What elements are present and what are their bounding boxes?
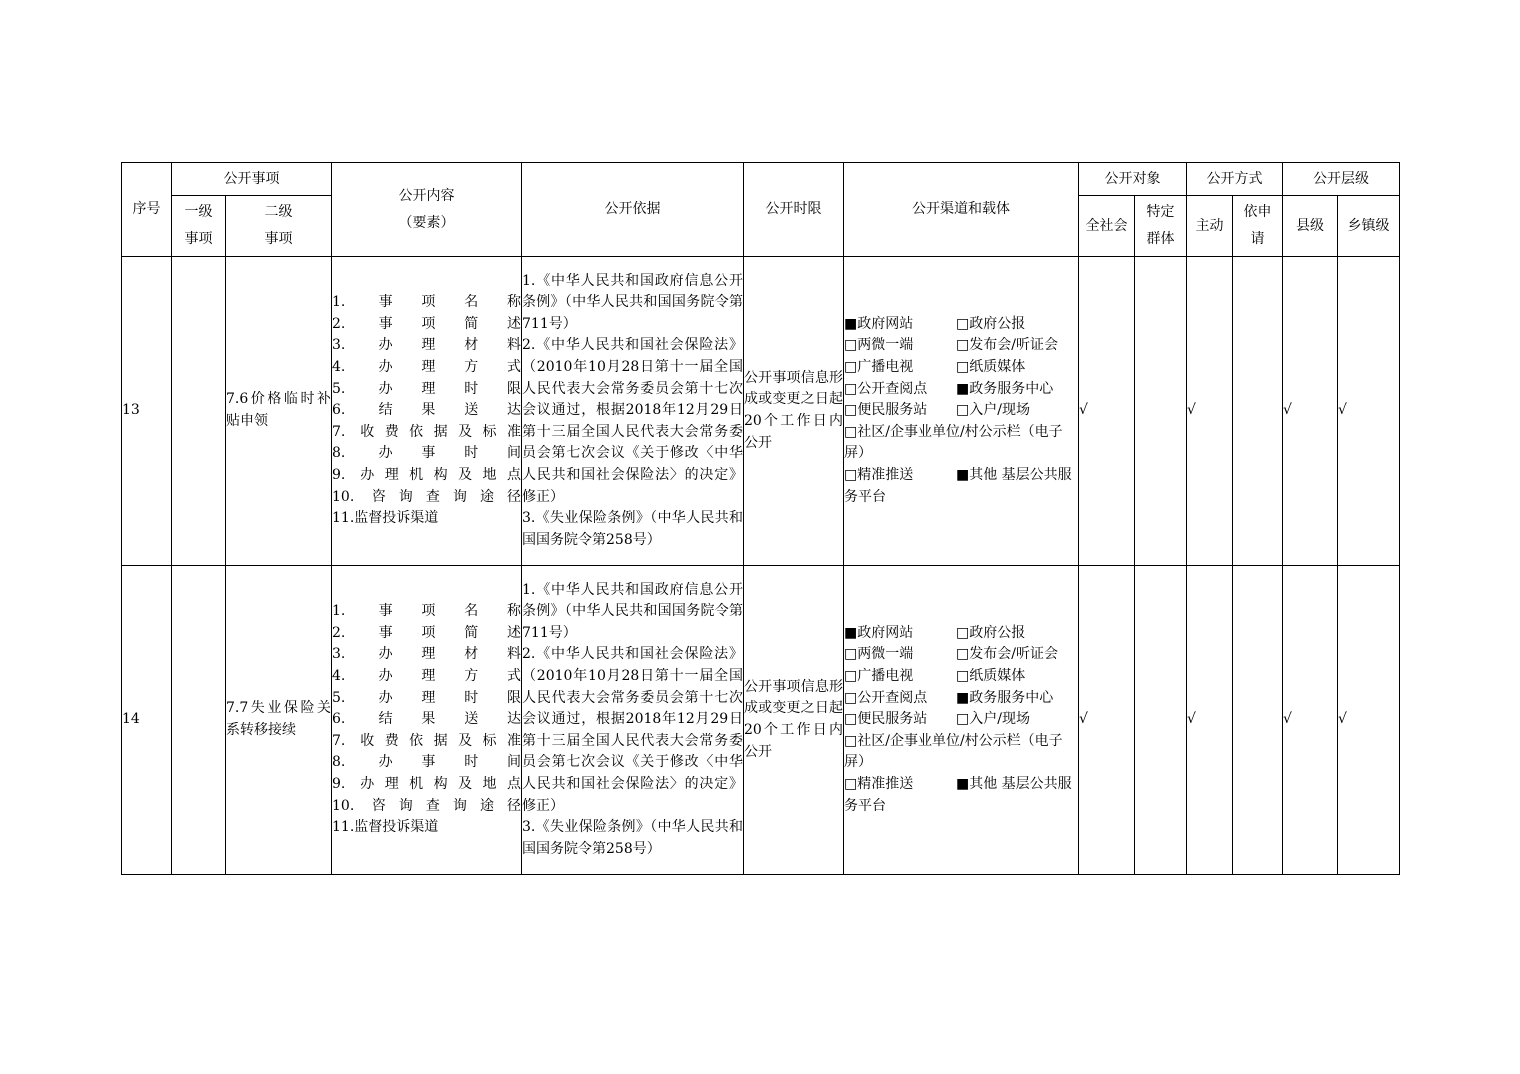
content-item: 2. 事项简述 [332,315,521,332]
content-item: 6. 结果送达 [332,402,521,419]
table-row [122,566,1400,875]
row-target-all: √ [1079,257,1135,566]
channel-option: ■政务服务中心 [956,380,1054,397]
row-channel [844,257,1079,566]
basis-item: 1.《中华人民共和国政府信息公开条例》（中华人民共和国国务院令第711号） [522,272,743,332]
content-item: 5. 办理时限 [332,689,521,706]
basis-item: 3.《失业保险条例》（中华人民共和国国务院令第258号） [522,510,743,548]
header-content [332,163,522,257]
channel-option: □便民服务站 [844,402,928,419]
row-time-limit: 公开事项信息形成或变更之日起20个工作日内公开 [744,257,844,566]
row-seq: 13 [122,257,172,566]
channel-option: □公开查阅点 [844,380,928,397]
row-channel [844,566,1079,875]
content-item: 4. 办理方式 [332,668,521,685]
row-level-county: √ [1283,566,1338,875]
channel-option: □社区/企事业单位/村公示栏（电子屏） [844,732,1063,771]
header-basis: 公开依据 [522,163,744,257]
header-time-limit: 公开时限 [744,163,844,257]
header-level2-b: 事项 [264,231,293,247]
channel-option: □入户/现场 [956,711,1030,728]
channel-option: □社区/企事业单位/村公示栏（电子屏） [844,423,1063,462]
header-seq: 序号 [122,163,172,257]
channel-option: □入户/现场 [956,402,1030,419]
row-target-specific [1135,566,1187,875]
channel-option: □政府公报 [956,315,1026,332]
header-channel: 公开渠道和载体 [844,163,1079,257]
header-level2 [226,196,332,257]
header-level: 公开层级 [1283,163,1400,196]
content-item: 8. 办事时间 [332,445,521,462]
row-content [332,566,522,875]
row-level-town: √ [1338,566,1400,875]
channel-option: □政府公报 [956,624,1026,641]
header-content-title: 公开内容 [398,187,455,204]
channel-option: ■政务服务中心 [956,689,1054,706]
channel-option: □广播电视 [844,668,914,685]
channel-option: ■其他 基层公共服务平台 [844,466,1072,505]
content-item: 5. 办理时限 [332,380,521,397]
header-target-all: 全社会 [1079,196,1135,257]
channel-option: □发布会/听证会 [956,646,1058,663]
channel-option: ■政府网站 [844,315,914,332]
basis-item: 1.《中华人民共和国政府信息公开条例》（中华人民共和国国务院令第711号） [522,581,743,641]
row-seq: 14 [122,566,172,875]
row-target-all: √ [1079,566,1135,875]
basis-item: 2.《中华人民共和国社会保险法》（2010年10月28日第十一届全国人民代表大会常务委员会第十七次会议通过，根据2018年12月29日第十三届全国人民代表大会常务委员会第七次会议《关于修改〈中华人民共和国社会保险法〉的决定》修正） [522,337,743,505]
row-method-request [1233,257,1283,566]
row-level2: 7.6价格临时补贴申领 [226,257,332,566]
basis-item: 2.《中华人民共和国社会保险法》（2010年10月28日第十一届全国人民代表大会常务委员会第十七次会议通过，根据2018年12月29日第十三届全国人民代表大会常务委员会第七次会议《关于修改〈中华人民共和国社会保险法〉的决定》修正） [522,646,743,814]
content-item: 3. 办理材料 [332,337,521,354]
channel-option: □发布会/听证会 [956,337,1058,354]
header-method: 公开方式 [1187,163,1283,196]
header-method-active: 主动 [1187,196,1233,257]
header-target-specific-a: 特定 [1146,204,1175,220]
header-level-town: 乡镇级 [1338,196,1400,257]
row-level-town: √ [1338,257,1400,566]
content-item: 9. 办理机构及地点 [332,775,521,792]
header-level-county: 县级 [1283,196,1338,257]
header-content-sub: （要素） [398,214,455,231]
row-method-request [1233,566,1283,875]
table-row [122,257,1400,566]
row-basis [522,566,744,875]
content-item: 8. 办事时间 [332,754,521,771]
content-item: 7. 收费依据及标准 [332,732,521,749]
row-level1 [172,566,226,875]
content-item: 4. 办理方式 [332,359,521,376]
content-item: 1. 事项名称 [332,294,521,311]
content-item: 6. 结果送达 [332,711,521,728]
basis-item: 3.《失业保险条例》（中华人民共和国国务院令第258号） [522,819,743,857]
channel-option: □纸质媒体 [956,359,1026,376]
channel-option: □精准推送 [844,775,914,792]
header-level1 [172,196,226,257]
header-method-request-b: 请 [1250,231,1265,247]
header-target-specific-b: 群体 [1146,231,1175,247]
channel-option: □广播电视 [844,359,914,376]
content-item: 11.监督投诉渠道 [332,819,439,836]
row-content [332,257,522,566]
channel-option: □两微一端 [844,646,914,663]
channel-option: □精准推送 [844,466,914,483]
row-time-limit: 公开事项信息形成或变更之日起20个工作日内公开 [744,566,844,875]
content-item: 2. 事项简述 [332,624,521,641]
disclosure-table [121,162,1400,875]
header-level1-b: 事项 [184,231,213,247]
channel-option: □纸质媒体 [956,668,1026,685]
channel-option: □便民服务站 [844,711,928,728]
header-level2-a: 二级 [264,204,293,220]
header-level1-a: 一级 [184,204,213,220]
channel-option: □公开查阅点 [844,689,928,706]
content-item: 7. 收费依据及标准 [332,423,521,440]
channel-option: ■其他 基层公共服务平台 [844,775,1072,814]
row-target-specific [1135,257,1187,566]
header-target-specific [1135,196,1187,257]
row-method-active: √ [1187,566,1233,875]
channel-option: □两微一端 [844,337,914,354]
content-item: 11.监督投诉渠道 [332,510,439,527]
row-basis [522,257,744,566]
content-item: 10. 咨询查询途径 [332,488,521,505]
header-method-request-a: 依申 [1243,204,1272,220]
row-method-active: √ [1187,257,1233,566]
content-item: 1. 事项名称 [332,603,521,620]
row-level-county: √ [1283,257,1338,566]
row-level2: 7.7失业保险关系转移接续 [226,566,332,875]
content-item: 9. 办理机构及地点 [332,466,521,483]
header-method-request [1233,196,1283,257]
content-item: 10. 咨询查询途径 [332,797,521,814]
content-item: 3. 办理材料 [332,646,521,663]
header-items: 公开事项 [172,163,332,196]
channel-option: ■政府网站 [844,624,914,641]
header-target: 公开对象 [1079,163,1187,196]
row-level1 [172,257,226,566]
